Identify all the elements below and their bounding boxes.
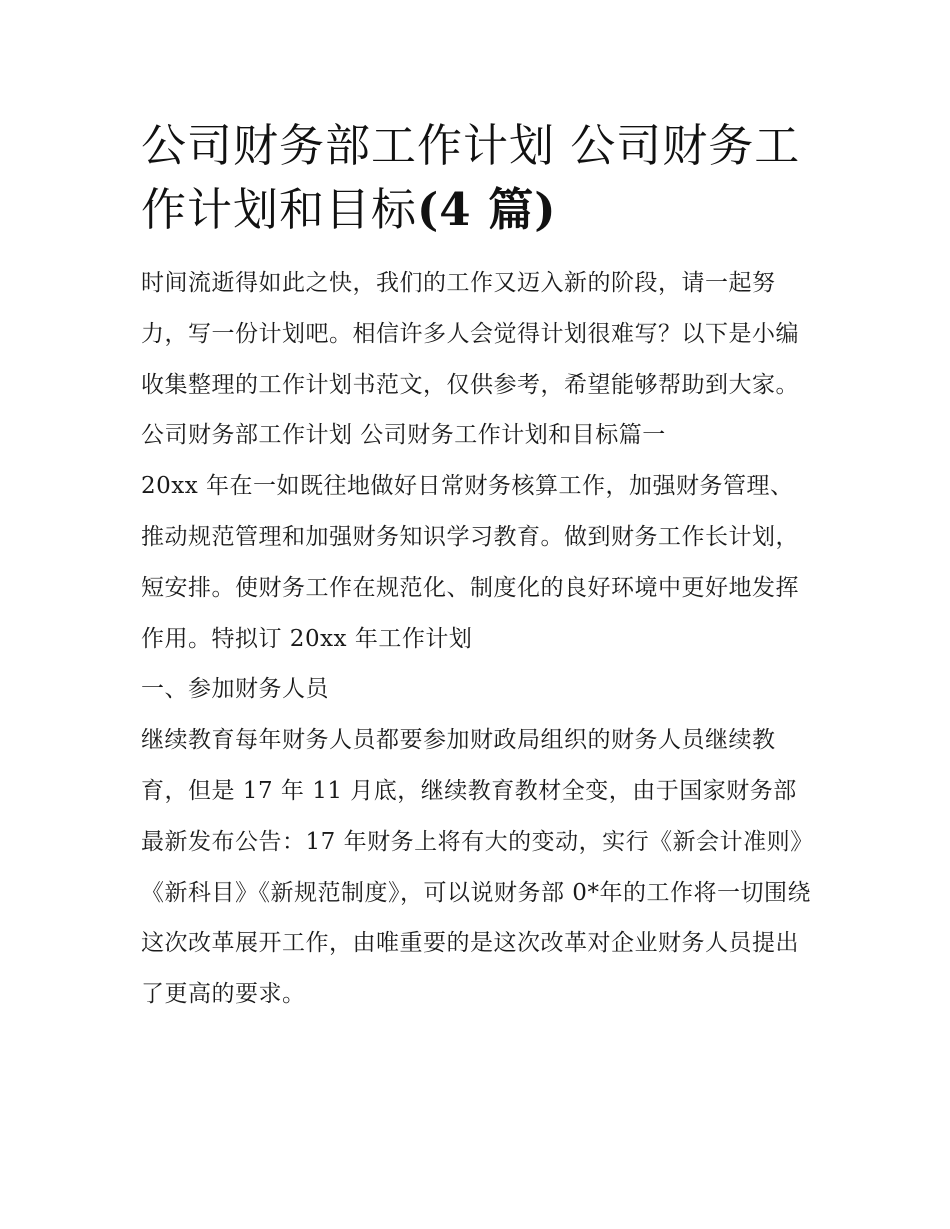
intro-paragraph: 时间流逝得如此之快，我们的工作又迈入新的阶段，请一起努力，写一份计划吧。相信许多人会觉得计划很难写？以下是小编收集整理的工作计划书范文，仅供参考，希望能够帮助到大家。 xyxy=(141,270,799,398)
paragraph-plan-overview: 20xx 年在一如既往地做好日常财务核算工作，加强财务管理、推动规范管理和加强财务知识学习教育。做到财务工作长计划，短安排。使财务工作在规范化、制度化的良好环境中更好地发挥作用。特拟订 20xx 年工作计划 xyxy=(141,473,799,652)
document-content xyxy=(141,114,813,1020)
subheading-training: 一、参加财务人员 xyxy=(141,676,329,703)
section-heading: 公司财务部工作计划 公司财务工作计划和目标篇一 xyxy=(141,422,666,449)
paragraph-continuing-education: 继续教育每年财务人员都要参加财政局组织的财务人员继续教育，但是 17 年 11 月底，继续教育教材全变，由于国家财务部最新发布公告：17 年财务上将有大的变动，实行《新会计准则》《新科目》《新规范制度》，可以说财务部 0*年的工作将一切围绕这次改革展开工作，由唯重要的是这次改革对企业财务人员提出了更高的要求。 xyxy=(141,727,811,1008)
document-title xyxy=(141,114,813,242)
document-title-main: 公司财务部工作计划 公司财务工作计划和目标 xyxy=(141,119,801,236)
title-spacer xyxy=(141,242,813,258)
document-title-suffix: (4 篇) xyxy=(417,183,557,236)
